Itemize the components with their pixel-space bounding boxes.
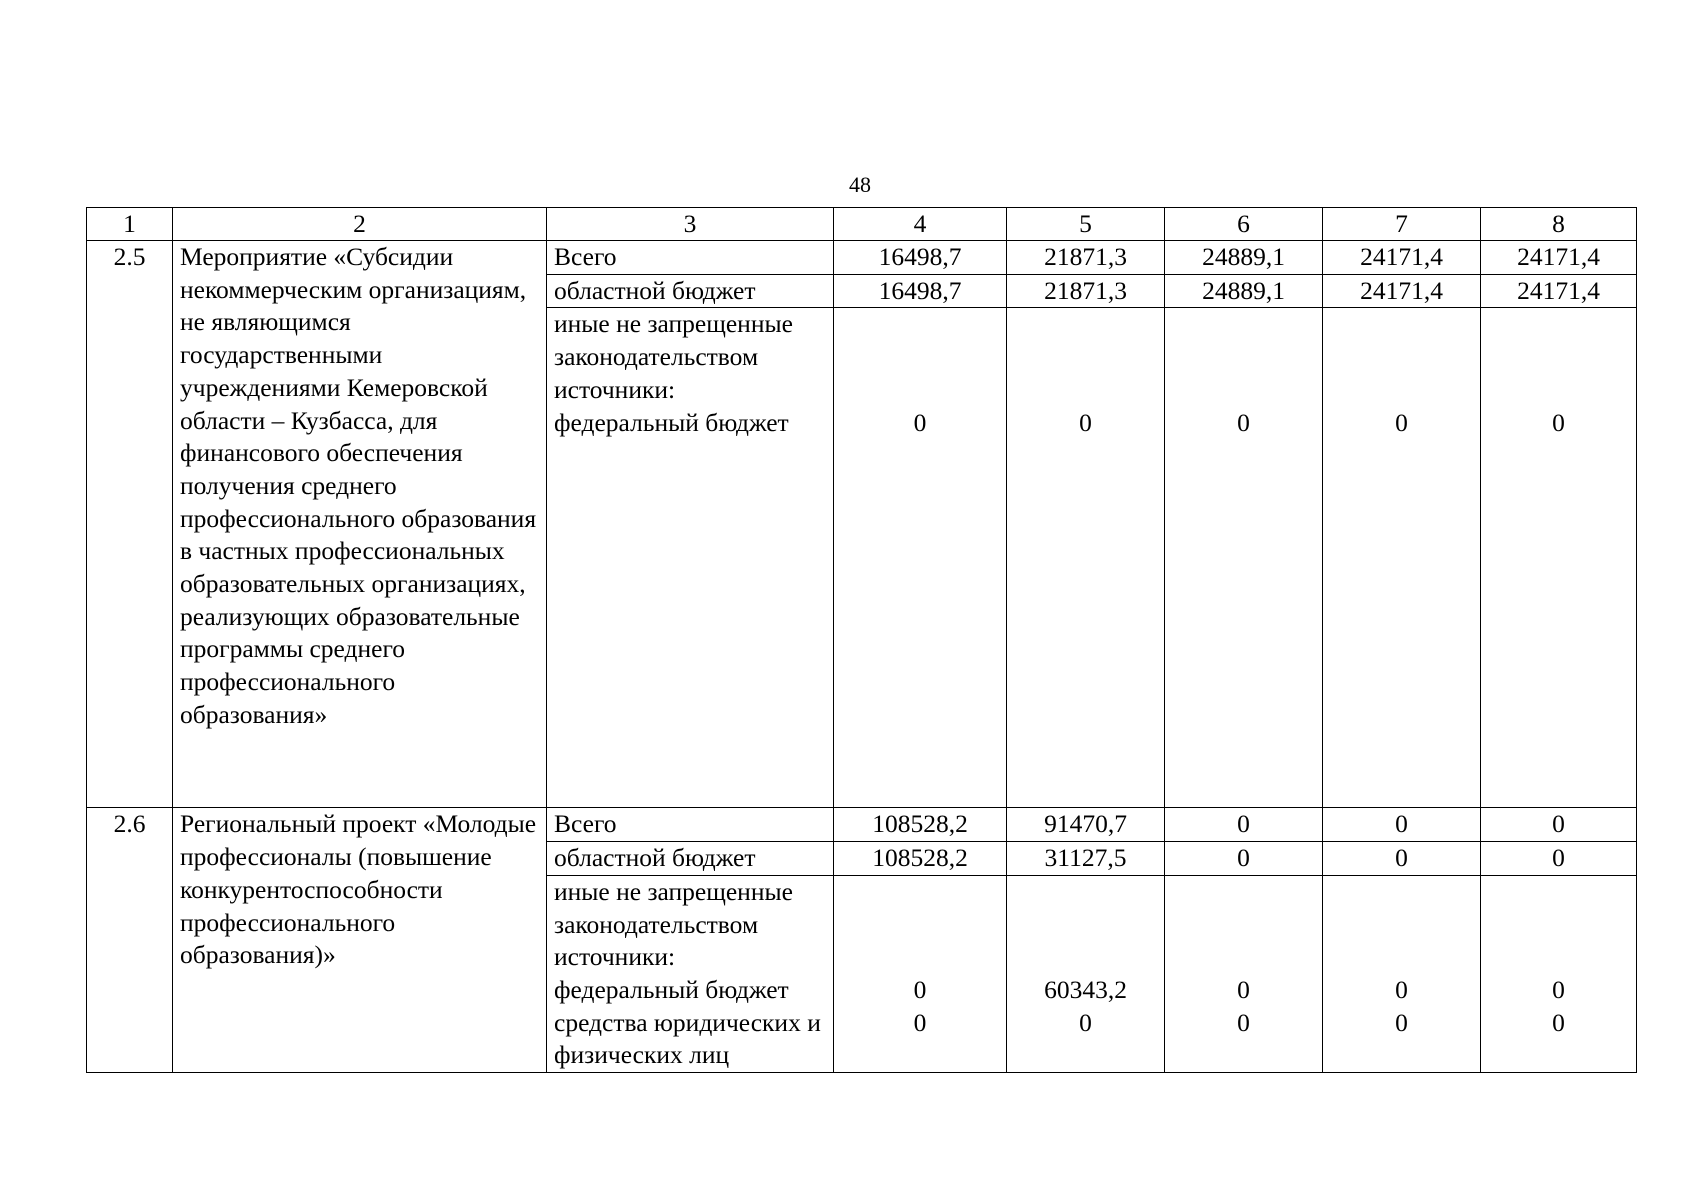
- table-header-row: [87, 208, 1637, 241]
- value-cell: 24171,4: [1481, 241, 1637, 275]
- value-cell: 0: [1481, 842, 1637, 876]
- value-cell: 0: [1323, 842, 1481, 876]
- value-cell: 0 0: [1165, 875, 1323, 1072]
- header-cell: 8: [1481, 208, 1637, 241]
- header-cell: 3: [547, 208, 834, 241]
- value-cell: 0: [834, 308, 1007, 808]
- other-sources-label: иные не запрещенные законодательством источники:: [554, 876, 793, 972]
- source-label: [547, 875, 834, 1072]
- value-cell: 24171,4: [1323, 241, 1481, 275]
- row-index: 2.5: [87, 241, 173, 808]
- value-cell: 0: [1007, 308, 1165, 808]
- value-cell: 0: [1323, 308, 1481, 808]
- header-cell: 6: [1165, 208, 1323, 241]
- budget-table: [86, 207, 1637, 1073]
- value-cell: 0: [1165, 808, 1323, 842]
- value-cell: 0: [1165, 842, 1323, 876]
- value-cell: 0 0: [834, 875, 1007, 1072]
- source-label: Всего: [547, 808, 834, 842]
- value-cell: 16498,7: [834, 241, 1007, 275]
- header-cell: 4: [834, 208, 1007, 241]
- table-row: [87, 241, 1637, 275]
- value-cell: 0: [1481, 808, 1637, 842]
- row-index: 2.6: [87, 808, 173, 1073]
- row-title: Региональный проект «Молодые профессионалы (повышение конкурентоспособности профессионального образования)»: [173, 808, 547, 1073]
- other-sources-label: иные не запрещенные законодательством источники:: [554, 309, 793, 404]
- table-row: [87, 808, 1637, 842]
- value-cell: 24171,4: [1323, 274, 1481, 308]
- value-cell: 0 0: [1481, 875, 1637, 1072]
- federal-label: федеральный бюджет: [554, 974, 789, 1004]
- header-cell: 2: [173, 208, 547, 241]
- value-cell: 0: [1481, 308, 1637, 808]
- value-cell: 0: [1323, 808, 1481, 842]
- header-cell: 1: [87, 208, 173, 241]
- value-cell: 24889,1: [1165, 241, 1323, 275]
- header-cell: 7: [1323, 208, 1481, 241]
- source-label: [547, 308, 834, 808]
- value-cell: 21871,3: [1007, 241, 1165, 275]
- page-number: 48: [849, 172, 871, 197]
- value-cell: 108528,2: [834, 808, 1007, 842]
- value-cell: 0: [1165, 308, 1323, 808]
- value-cell: 31127,5: [1007, 842, 1165, 876]
- value-cell: 24889,1: [1165, 274, 1323, 308]
- value-cell: 108528,2: [834, 842, 1007, 876]
- value-cell: 16498,7: [834, 274, 1007, 308]
- source-label: областной бюджет: [547, 274, 834, 308]
- source-label: Всего: [547, 241, 834, 275]
- value-cell: 21871,3: [1007, 274, 1165, 308]
- header-cell: 5: [1007, 208, 1165, 241]
- legal-entities-label: средства юридических и физических лиц: [554, 1007, 821, 1070]
- value-cell: 24171,4: [1481, 274, 1637, 308]
- federal-label: федеральный бюджет: [554, 407, 789, 437]
- row-title: Мероприятие «Субсидии некоммерческим организациям, не являющимся государственными учреждениями Кемеровской области – Кузбасса, для финансового обеспечения получения среднего профессионального образования в частных профессиональных образовательных организациях, реализующих образовательные программы среднего профессионального образования»: [173, 241, 547, 808]
- value-cell: 60343,2 0: [1007, 875, 1165, 1072]
- value-cell: 91470,7: [1007, 808, 1165, 842]
- source-label: областной бюджет: [547, 842, 834, 876]
- value-cell: 0 0: [1323, 875, 1481, 1072]
